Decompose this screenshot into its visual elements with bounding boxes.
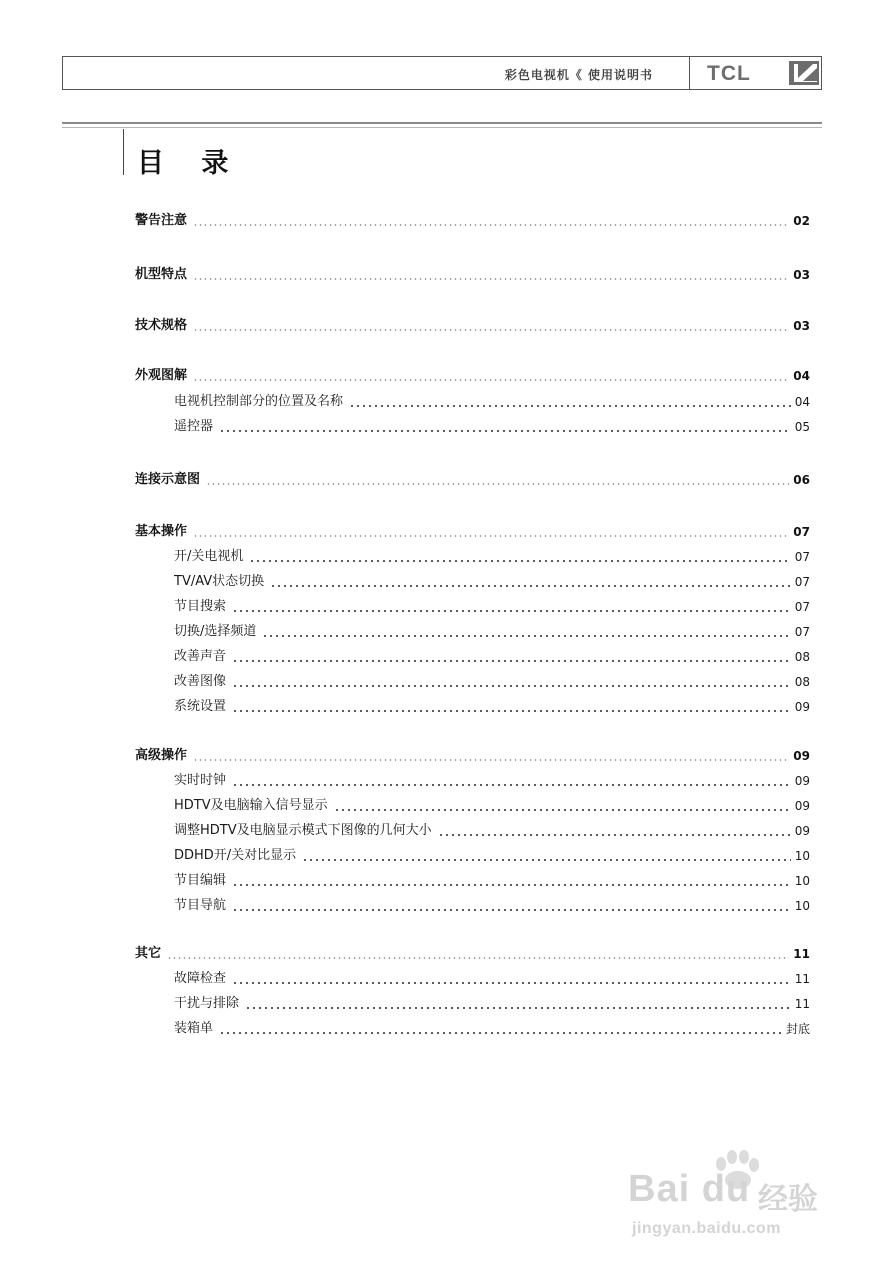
toc-label: 装箱单	[174, 1021, 214, 1036]
toc-dot-leader	[302, 859, 791, 861]
toc-label: 机型特点	[135, 267, 188, 282]
toc-section	[135, 368, 810, 384]
toc-label: 故障检查	[174, 971, 227, 986]
toc-dot-leader	[245, 1007, 791, 1009]
toc-subitem	[174, 574, 810, 590]
toc-label: 高级操作	[135, 748, 188, 763]
tcl-logo-text: TCL	[707, 62, 751, 85]
toc-dot-leader	[193, 278, 789, 280]
baidu-watermark	[628, 1150, 833, 1250]
toc-dot-leader	[193, 329, 789, 331]
toc-page-number: 11	[794, 972, 810, 986]
toc-label: 技术规格	[135, 318, 188, 333]
toc-subitem	[174, 674, 810, 690]
toc-section	[135, 267, 810, 283]
toc-dot-leader	[193, 535, 789, 537]
toc-section	[135, 946, 810, 962]
toc-label: 干扰与排除	[174, 996, 240, 1011]
toc-dot-leader	[232, 660, 791, 662]
toc-page-number: 07	[794, 600, 810, 614]
toc-subitem	[174, 798, 810, 814]
toc-dot-leader	[232, 685, 791, 687]
toc-page-number: 09	[794, 700, 810, 714]
toc-label: HDTV及电脑输入信号显示	[174, 798, 328, 813]
toc-dot-leader	[334, 809, 791, 811]
toc-subitem	[174, 848, 810, 864]
toc-label: 外观图解	[135, 368, 188, 383]
toc-subitem	[174, 996, 810, 1012]
toc-dot-leader	[232, 610, 791, 612]
toc-page-number: 04	[794, 395, 810, 409]
toc-dot-leader	[206, 483, 789, 485]
toc-dot-leader	[262, 635, 790, 637]
toc-page-number: 09	[793, 749, 810, 763]
watermark-brand: Bai du	[628, 1168, 751, 1210]
toc-label: 警告注意	[135, 213, 188, 228]
toc-label: 开/关电视机	[174, 549, 244, 564]
toc-page-number: 08	[794, 650, 810, 664]
toc-page-number: 10	[794, 849, 810, 863]
toc-page-number: 05	[794, 420, 810, 434]
toc-dot-leader	[232, 710, 791, 712]
toc-label: TV/AV状态切换	[174, 574, 265, 589]
toc-section	[135, 524, 810, 540]
watermark-brand-cn: 经验	[758, 1183, 818, 1216]
toc-section	[135, 748, 810, 764]
toc-page-number: 07	[794, 575, 810, 589]
toc-page-number: 07	[793, 525, 810, 539]
toc-page-number: 03	[793, 268, 810, 282]
toc-dot-leader	[232, 784, 791, 786]
toc-section	[135, 213, 810, 229]
toc-subitem	[174, 873, 810, 889]
toc-dot-leader	[219, 1032, 782, 1034]
toc-subitem	[174, 971, 810, 987]
toc-label: 改善图像	[174, 674, 227, 689]
toc-label: 节目导航	[174, 898, 227, 913]
toc-label: 节目编辑	[174, 873, 227, 888]
toc-dot-leader	[270, 585, 791, 587]
toc-page-number: 10	[794, 899, 810, 913]
toc-subitem	[174, 394, 810, 410]
watermark-url: jingyan.baidu.com	[632, 1220, 781, 1237]
toc-label: 节目搜索	[174, 599, 227, 614]
toc-page-number: 09	[794, 799, 810, 813]
toc-label: 其它	[135, 946, 162, 961]
toc-dot-leader	[438, 834, 791, 836]
toc-dot-leader	[193, 759, 789, 761]
toc-dot-leader	[232, 884, 791, 886]
toc-dot-leader	[349, 405, 791, 407]
toc-section	[135, 318, 810, 334]
toc-page-number: 09	[794, 774, 810, 788]
toc-label: 电视机控制部分的位置及名称	[174, 394, 344, 409]
toc-subitem	[174, 549, 810, 565]
toc-page-number: 04	[793, 369, 810, 383]
page-title: 目 录	[137, 148, 243, 179]
toc-label: 改善声音	[174, 649, 227, 664]
toc-label: 切换/选择频道	[174, 624, 257, 639]
toc-dot-leader	[193, 224, 789, 226]
toc-label: 基本操作	[135, 524, 188, 539]
toc-label: 调整HDTV及电脑显示模式下图像的几何大小	[174, 823, 432, 838]
toc-label: 连接示意图	[135, 472, 201, 487]
toc-page-number: 08	[794, 675, 810, 689]
toc-label: DDHD开/关对比显示	[174, 848, 297, 863]
toc-page-number: 封底	[785, 1022, 810, 1036]
toc-dot-leader	[219, 430, 791, 432]
toc-subitem	[174, 599, 810, 615]
toc-page-number: 11	[794, 997, 810, 1011]
toc-dot-leader	[232, 982, 791, 984]
toc-subitem	[174, 823, 810, 839]
toc-page-number: 11	[793, 947, 810, 961]
toc-subitem	[174, 624, 810, 640]
toc-page-number: 07	[794, 550, 810, 564]
toc-section	[135, 472, 810, 488]
toc-page-number: 06	[793, 473, 810, 487]
toc-subitem	[174, 419, 810, 435]
toc-page-number: 02	[793, 214, 810, 228]
toc-page-number: 10	[794, 874, 810, 888]
toc-dot-leader	[193, 379, 789, 381]
toc-subitem	[174, 1021, 810, 1037]
toc-subitem	[174, 649, 810, 665]
toc-label: 系统设置	[174, 699, 227, 714]
toc-page-number: 07	[794, 625, 810, 639]
toc-page-number: 03	[793, 319, 810, 333]
toc-dot-leader	[249, 560, 790, 562]
toc-subitem	[174, 898, 810, 914]
toc-subitem	[174, 699, 810, 715]
toc-label: 实时时钟	[174, 773, 227, 788]
toc-subitem	[174, 773, 810, 789]
toc-label: 遥控器	[174, 419, 214, 434]
manual-title: 彩色电视机《 使用说明书	[504, 68, 653, 82]
toc-dot-leader	[232, 909, 791, 911]
toc-page-number: 09	[794, 824, 810, 838]
toc-dot-leader	[167, 957, 789, 959]
